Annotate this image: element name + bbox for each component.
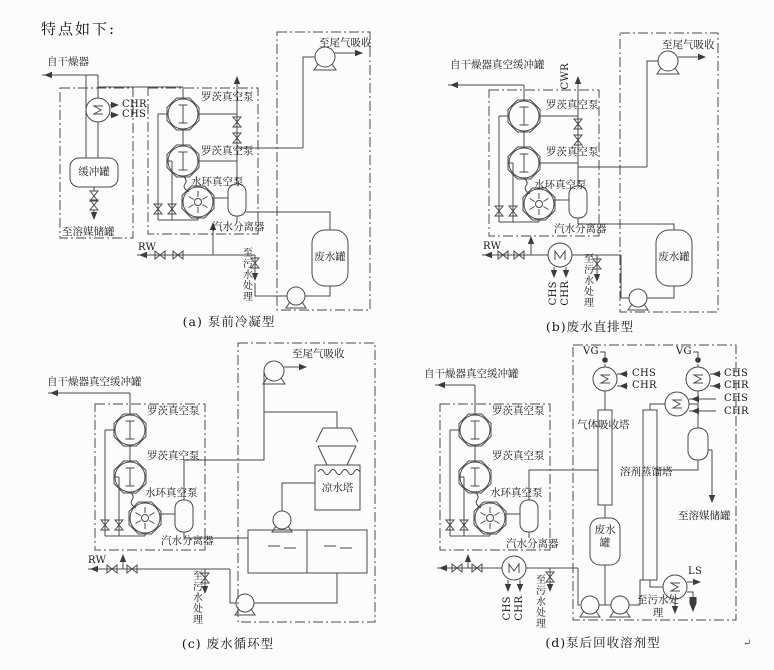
a-roots-pump-2-label: 罗茨真空泵 bbox=[201, 145, 254, 157]
diagram-d bbox=[435, 345, 736, 620]
b-chs-label: CHS bbox=[547, 281, 559, 306]
piping-d bbox=[435, 352, 721, 612]
d-chr-label: CHR bbox=[513, 595, 525, 621]
a-chs-label: CHS bbox=[122, 109, 147, 120]
d-chs-label: CHS bbox=[501, 596, 513, 621]
a-from-dryer-label: 自干燥器 bbox=[47, 56, 89, 68]
b-from-dryer-label: 自干燥器真空缓冲罐 bbox=[450, 59, 545, 71]
c-roots-pump-2-label: 罗茨真空泵 bbox=[147, 450, 200, 462]
d-separator-label: 汽水分离器 bbox=[506, 538, 559, 550]
b-roots-pump-2-label: 罗茨真空泵 bbox=[546, 146, 599, 158]
bottoms-pump-icon bbox=[610, 596, 630, 617]
absorber-top-hx-icon bbox=[593, 367, 617, 391]
vent-valve-ball-icon bbox=[602, 357, 608, 363]
c-caption: (c) 废水循环型 bbox=[181, 636, 275, 651]
d-hx2-chr-label: CHR bbox=[724, 380, 749, 391]
condenser-hx-icon bbox=[86, 98, 110, 122]
waste-unit-boundary-a bbox=[277, 32, 370, 310]
overhead-condenser-hx-icon bbox=[665, 392, 689, 416]
tail-gas-pump-icon bbox=[657, 51, 679, 74]
d-hx2-chs-label: CHS bbox=[724, 368, 749, 379]
d-distill-tower-label: 溶剂蒸馏塔 bbox=[620, 466, 673, 478]
a-to-tail-gas-label: 至尾气吸收 bbox=[319, 37, 372, 49]
d-roots-pump-1-label: 罗茨真空泵 bbox=[492, 405, 545, 417]
d-absorber-tower-label: 气体吸收塔 bbox=[577, 419, 630, 431]
d-return-mark: ↵ bbox=[743, 638, 752, 649]
b-waste-tank-label: 废水罐 bbox=[658, 251, 690, 263]
d-to-sewage-right-label: 至污水处理 bbox=[637, 594, 679, 620]
b-separator-label: 汽水分离器 bbox=[554, 223, 607, 235]
d-hx3-chs-label: CHS bbox=[724, 393, 749, 404]
reflux-drum-vessel bbox=[688, 428, 708, 460]
d-hx1-chs-label: CHS bbox=[632, 368, 657, 379]
d-roots-pump-2-label: 罗茨真空泵 bbox=[492, 450, 545, 462]
drain-pump-icon bbox=[286, 287, 306, 308]
c-roots-pump-1-label: 罗茨真空泵 bbox=[147, 405, 200, 417]
a-caption: (a) 泵前冷凝型 bbox=[182, 314, 276, 329]
drain-valve-icon bbox=[690, 597, 697, 604]
vacuum-pump-skid-d bbox=[440, 404, 550, 550]
d-to-sewage-left-label: 至污水处理 bbox=[533, 574, 545, 629]
d-waste-tank-label: 废水罐 bbox=[594, 524, 616, 550]
vent-valve-ball-icon bbox=[695, 357, 701, 363]
d-to-solvent-label: 至溶媒储罐 bbox=[678, 510, 731, 522]
d-vg1-label: VG bbox=[583, 346, 599, 357]
waste-unit-boundary-b bbox=[620, 33, 718, 312]
a-water-ring-pump-label: 水环真空泵 bbox=[191, 176, 244, 188]
a-waste-tank-label: 废水罐 bbox=[314, 251, 346, 263]
c-cooling-tower-label: 凉水塔 bbox=[321, 482, 354, 494]
d-hx3-chr-label: CHR bbox=[724, 406, 749, 417]
a-buffer-tank-label: 缓冲罐 bbox=[78, 166, 110, 178]
b-chr-label: CHR bbox=[559, 280, 571, 306]
a-to-sewage-label: 至污水处理 bbox=[240, 247, 252, 302]
a-chr-label: CHR bbox=[122, 99, 147, 110]
d-water-ring-pump-label: 水环真空泵 bbox=[490, 487, 543, 499]
vent-condenser-hx-icon bbox=[686, 367, 710, 391]
b-roots-pump-1-label: 罗茨真空泵 bbox=[546, 99, 599, 111]
b-caption: (b)废水直排型 bbox=[545, 319, 635, 334]
cooler-hx-icon bbox=[548, 243, 572, 267]
b-cwr-label: CWR bbox=[559, 63, 571, 90]
b-water-ring-pump-label: 水环真空泵 bbox=[534, 179, 587, 191]
d-vg2-label: VG bbox=[676, 346, 692, 357]
distillation-column bbox=[643, 410, 657, 580]
d-ls-label: LS bbox=[688, 566, 703, 577]
b-rw-label: RW bbox=[483, 241, 502, 252]
c-to-sewage-label: 至污水处理 bbox=[190, 570, 202, 625]
d-from-dryer-label: 自干燥器真空缓冲罐 bbox=[424, 368, 519, 380]
c-from-dryer-label: 自干燥器真空缓冲罐 bbox=[47, 376, 142, 388]
a-rw-label: RW bbox=[138, 242, 157, 253]
tower-feed-pump-icon bbox=[272, 511, 292, 532]
tail-gas-pump-icon bbox=[314, 47, 336, 70]
d-caption: (d)泵后回收溶剂型 bbox=[545, 635, 661, 650]
c-water-ring-pump-label: 水环真空泵 bbox=[145, 487, 198, 499]
c-separator-label: 汽水分离器 bbox=[161, 535, 214, 547]
a-separator-label: 汽水分离器 bbox=[212, 221, 265, 233]
page-title: 特点如下: bbox=[41, 20, 117, 38]
vacuum-pump-skid-c bbox=[95, 404, 205, 550]
c-to-tail-gas-label: 至尾气吸收 bbox=[292, 348, 345, 360]
a-to-solvent-label: 至溶媒储罐 bbox=[62, 226, 115, 238]
recirculation-pump-icon bbox=[628, 289, 648, 310]
cooler-hx-icon bbox=[502, 556, 526, 580]
d-hx1-chr-label: CHR bbox=[632, 380, 657, 391]
b-to-sewage-label: 至污水处理 bbox=[581, 253, 593, 308]
b-to-tail-gas-label: 至尾气吸收 bbox=[662, 39, 715, 51]
bottoms-pump-icon bbox=[580, 596, 600, 617]
tail-gas-pump-icon bbox=[263, 361, 285, 384]
a-roots-pump-1-label: 罗茨真空泵 bbox=[201, 91, 254, 103]
c-rw-label: RW bbox=[88, 555, 107, 566]
